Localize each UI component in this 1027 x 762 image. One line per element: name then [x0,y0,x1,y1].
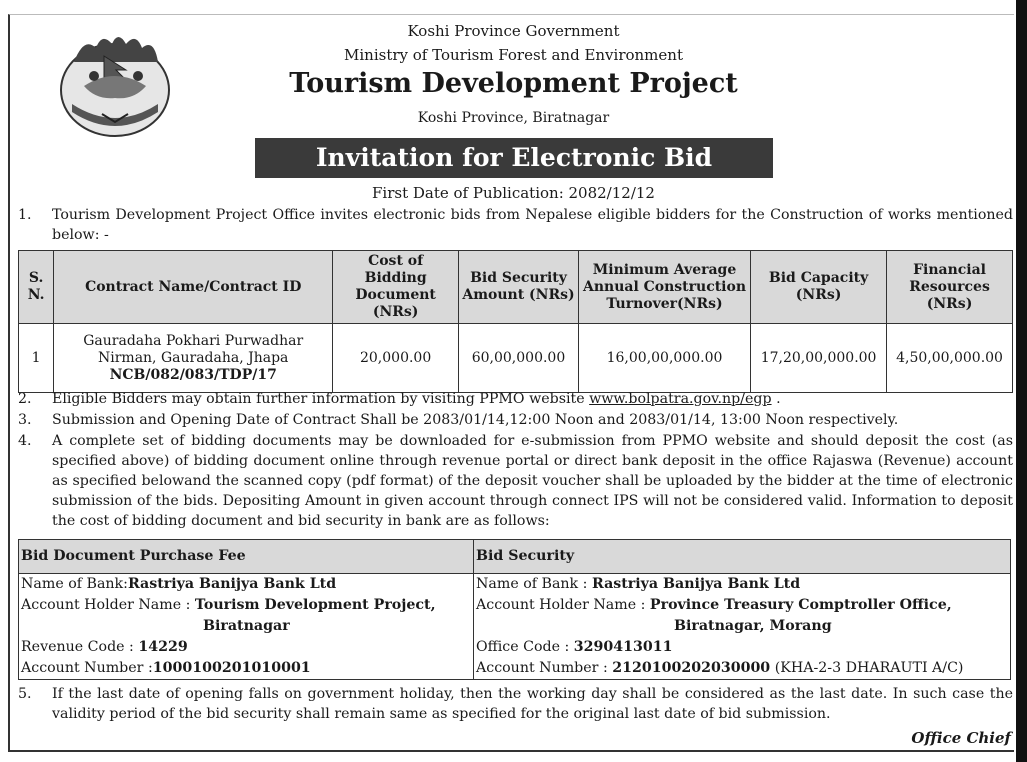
accounts-detail-row [19,574,1011,680]
purchase-fee-details [19,574,474,680]
ppmo-website-link[interactable]: www.bolpatra.gov.np/egp [589,391,772,407]
code-label: Office Code : [476,639,574,655]
clause-text-end: . [771,391,781,407]
holder-label: Account Holder Name : [476,597,650,613]
cell-sn: 1 [19,324,54,393]
bid-security-heading: Bid Security [474,540,1011,574]
clause-number: 1. [18,207,32,223]
clause-number: 5. [18,686,32,702]
col-cost: Cost of Bidding Document (NRs) [333,251,459,324]
bank-name: Rastriya Banijya Bank Ltd [127,576,337,592]
col-resources: Financial Resources (NRs) [887,251,1013,324]
clause-number: 2. [18,391,32,407]
account-number: 1000100201010001 [152,660,311,676]
signature: Office Chief [911,729,1011,747]
clause-1 [18,205,1013,245]
account-line [21,658,471,679]
bank-name: Rastriya Banijya Bank Ltd [591,576,801,592]
account-note: (KHA-2-3 DHARAUTI A/C) [770,660,964,676]
clause-number: 4. [18,433,32,449]
notice-banner: Invitation for Electronic Bid [255,138,773,178]
bid-security-details [474,574,1011,680]
account-label: Account Number : [21,660,153,676]
purchase-fee-heading: Bid Document Purchase Fee [19,540,474,574]
table-row [19,324,1013,393]
cell-cost: 20,000.00 [333,324,459,393]
col-turnover: Minimum Average Annual Construction Turnover(NRs) [578,251,750,324]
bank-accounts-table [18,539,1011,680]
col-sn: S. N. [19,251,54,324]
bank-label: Name of Bank : [476,576,592,592]
page-title: Tourism Development Project [289,68,738,99]
col-security: Bid Security Amount (NRs) [459,251,579,324]
clause-3 [18,410,1013,430]
cell-turnover: 16,00,00,000.00 [578,324,750,393]
cell-security: 60,00,000.00 [459,324,579,393]
holder-name: Tourism Development Project, [194,597,436,613]
clause-number: 3. [18,412,32,428]
holder-line [21,595,471,616]
bid-table [18,250,1013,393]
clause-2 [18,389,1013,409]
contract-name-line1: Gauradaha Pokhari Purwadhar [83,332,304,349]
clause-4 [18,431,1013,531]
col-contract-name: Contract Name/Contract ID [54,251,333,324]
contract-id: NCB/082/083/TDP/17 [109,366,277,383]
bank-label: Name of Bank: [21,576,128,592]
clause-text: A complete set of bidding documents may be downloaded for e-submission from PPMO website and should deposit the cost (as specified above) of bidding document online through revenue portal or direct bank deposit in the office Rajaswa (Revenue) account as specified belowand the scanned copy (pdf format) of the deposit voucher shall be uploaded by the bidder at the time of electronic submission of the bids. Depositing Amount in given account through connect IPS will not be considered valid. Information to deposit the cost of bidding document and bid security in bank are as follows: [52,433,1013,529]
clause-text: If the last date of opening falls on government holiday, then the working day shall be considered as the last date. In such case the validity period of the bid security shall remain same as specified for the original last date of bid submission. [52,686,1013,722]
header-ministry: Ministry of Tourism Forest and Environment [344,46,683,64]
holder-line [476,595,1008,616]
publication-date: First Date of Publication: 2082/12/12 [372,184,655,202]
bank-name-line [21,574,471,595]
holder-name-cont: Biratnagar, Morang [674,618,832,634]
code-line [476,637,1008,658]
bank-name-line [476,574,1008,595]
holder-name: Province Treasury Comptroller Office, [649,597,952,613]
header-government: Koshi Province Government [407,22,620,40]
holder-label: Account Holder Name : [21,597,195,613]
revenue-code: 14229 [138,639,188,655]
table-header-row [19,251,1013,324]
cell-capacity: 17,20,00,000.00 [751,324,887,393]
clause-text: Tourism Development Project Office invites electronic bids from Nepalese eligible bidders for the Construction of works mentioned below: - [52,207,1013,243]
office-code: 3290413011 [573,639,673,655]
cell-contract-name [54,324,333,393]
account-line [476,658,1008,679]
clause-text: Eligible Bidders may obtain further information by visiting PPMO website [52,391,590,407]
account-label: Account Number : [476,660,613,676]
holder-name-cont: Biratnagar [203,618,290,634]
contract-name-line2: Nirman, Gauradaha, Jhapa [98,349,289,366]
cell-resources: 4,50,00,000.00 [887,324,1013,393]
col-capacity: Bid Capacity (NRs) [751,251,887,324]
code-line [21,637,471,658]
code-label: Revenue Code : [21,639,139,655]
clause-text: Submission and Opening Date of Contract Shall be 2083/01/14,12:00 Noon and 2083/01/14, 13:00 Noon respectively. [52,412,899,428]
header-location: Koshi Province, Biratnagar [417,110,610,126]
account-number: 2120100202030000 [612,660,771,676]
clause-5 [18,684,1013,724]
accounts-header-row [19,540,1011,574]
